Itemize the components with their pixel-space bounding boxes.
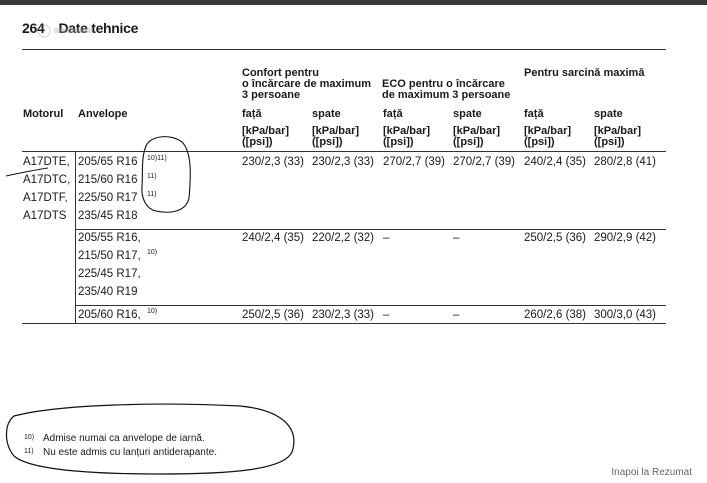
footnote-mark: 10) (24, 434, 35, 441)
tyre-size: 225/45 R17, (78, 268, 141, 280)
footnote-reference: 10) (147, 308, 158, 315)
pressure-value: 250/2,5 (36) (524, 232, 587, 244)
page-number: 264 (22, 20, 45, 36)
unit-label: [kPa/bar] (594, 125, 642, 137)
engine-name: A17DTF, (23, 192, 68, 204)
table-bottom-rule (22, 323, 666, 324)
tyre-size: 215/50 R17, (78, 250, 141, 262)
engine-column-divider (75, 151, 76, 323)
pressure-value: 240/2,4 (35) (242, 232, 305, 244)
heading-rule (22, 49, 666, 50)
unit-label: ([psi]) (312, 136, 343, 148)
pressure-value: 220/2,2 (32) (312, 232, 375, 244)
pressure-value: 270/2,7 (39) (453, 156, 516, 168)
sub-header-label: spate (594, 108, 623, 120)
sub-header-label: față (242, 108, 262, 120)
top-bar (0, 0, 707, 5)
tyre-size: 205/65 R16 (78, 156, 138, 168)
group-rule-1 (75, 229, 666, 230)
page-title: Date tehnice (58, 20, 139, 36)
tyre-size: 205/55 R16, (78, 232, 141, 244)
back-to-summary-link[interactable]: Inapoi la Rezumat (611, 467, 692, 478)
sub-header-label: spate (453, 108, 482, 120)
footnote-reference: 10)11) (147, 155, 167, 162)
pressure-value: 240/2,4 (35) (524, 156, 587, 168)
group-rule-2 (75, 305, 666, 306)
sub-header-label: față (524, 108, 544, 120)
unit-label: ([psi]) (242, 136, 273, 148)
pressure-value: 260/2,6 (38) (524, 309, 587, 321)
footnote-reference: 11) (147, 173, 157, 180)
header-group-comfort: Confort pentru o încărcare de maximum 3 persoane (242, 67, 372, 101)
sub-header-label: spate (312, 108, 341, 120)
footnote-text: Admise numai ca anvelope de iarnă. (43, 433, 205, 444)
unit-label: [kPa/bar] (383, 125, 431, 137)
tyre-size: 235/40 R19 (78, 286, 138, 298)
pressure-value: – (453, 232, 460, 244)
pressure-value: 280/2,8 (41) (594, 156, 657, 168)
tyre-size: 205/60 R16, (78, 309, 141, 321)
unit-label: [kPa/bar] (524, 125, 572, 137)
pressure-value: – (383, 309, 390, 321)
unit-label: ([psi]) (594, 136, 625, 148)
pressure-value: 230/2,3 (33) (312, 309, 375, 321)
tyre-size: 225/50 R17 (78, 192, 138, 204)
engine-name: A17DTE, (23, 156, 70, 168)
unit-label: ([psi]) (524, 136, 555, 148)
tyre-size: 215/60 R16 (78, 174, 138, 186)
tyre-size: 235/45 R18 (78, 210, 138, 222)
header-group-max: Pentru sarcină maximă (524, 67, 645, 79)
header-group-eco: ECO pentru o încărcare de maximum 3 persoane (382, 78, 511, 101)
engine-name: A17DTS (23, 210, 67, 222)
sub-header-label: față (383, 108, 403, 120)
pressure-value: 270/2,7 (39) (383, 156, 446, 168)
unit-label: ([psi]) (383, 136, 414, 148)
col-engine-header: Motorul (23, 108, 64, 120)
engine-name: A17DTC, (23, 174, 71, 186)
unit-label: [kPa/bar] (453, 125, 501, 137)
footnote-mark: 11) (24, 448, 34, 455)
pressure-value: – (453, 309, 460, 321)
pressure-value: 230/2,3 (33) (312, 156, 375, 168)
unit-label: [kPa/bar] (312, 125, 360, 137)
unit-label: [kPa/bar] (242, 125, 290, 137)
footnote-reference: 11) (147, 191, 157, 198)
unit-label: ([psi]) (453, 136, 484, 148)
watermark-logo (36, 22, 96, 40)
footnote-text: Nu este admis cu lanțuri antiderapante. (43, 447, 217, 458)
pressure-value: 230/2,3 (33) (242, 156, 305, 168)
pressure-value: – (383, 232, 390, 244)
header-rule (22, 151, 666, 152)
col-tyres-header: Anvelope (78, 108, 128, 120)
pressure-value: 300/3,0 (43) (594, 309, 657, 321)
pressure-value: 250/2,5 (36) (242, 309, 305, 321)
footnote-reference: 10) (147, 249, 158, 256)
pressure-value: 290/2,9 (42) (594, 232, 657, 244)
